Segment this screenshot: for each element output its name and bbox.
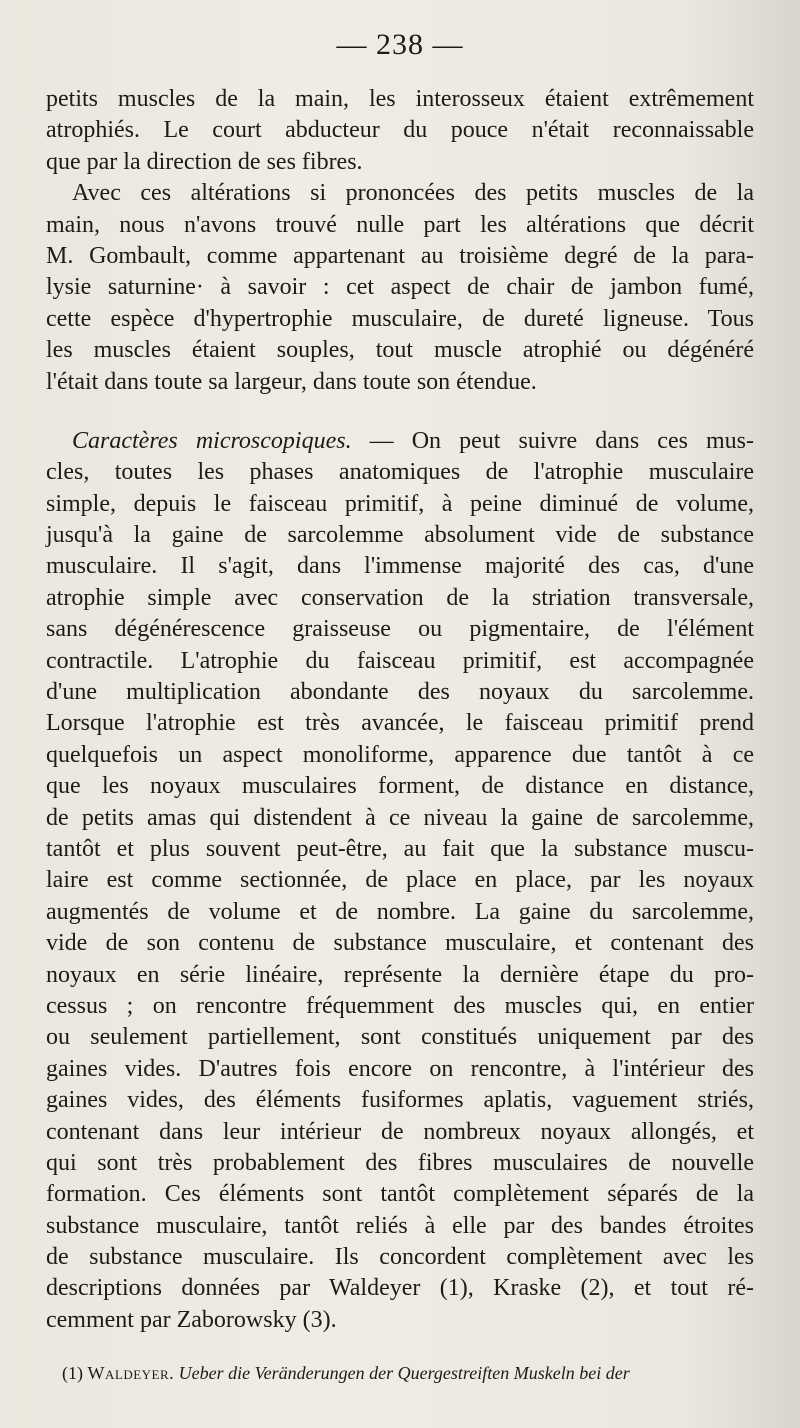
section-heading: Caractères microscopiques. bbox=[72, 427, 352, 454]
text-line: gaines vides. D'autres fois encore on rencontre, à l'intérieur des bbox=[46, 1055, 754, 1082]
text-line: atrophiés. Le court abducteur du pouce n'était reconnaissable bbox=[46, 117, 754, 144]
text-line: descriptions données par Waldeyer (1), Kraske (2), et tout ré- bbox=[46, 1275, 754, 1302]
text-line: lysie saturnine· à savoir : cet aspect de chair de jambon fumé, bbox=[46, 274, 754, 301]
footnote bbox=[62, 1361, 754, 1385]
text-line: tantôt et plus souvent peut-être, au fait que la substance muscu- bbox=[46, 835, 754, 862]
text-line: les muscles étaient souples, tout muscle atrophié ou dégénéré bbox=[46, 337, 754, 364]
text-line: Lorsque l'atrophie est très avancée, le faisceau primitif prend bbox=[46, 710, 754, 737]
text-line: quelquefois un aspect monoliforme, apparence due tantôt à ce bbox=[46, 741, 754, 768]
text-line: qui sont très probablement des fibres musculaires de nouvelle bbox=[46, 1149, 754, 1176]
paragraph-1 bbox=[46, 84, 754, 178]
text-line: main, nous n'avons trouvé nulle part les altérations que décrit bbox=[46, 211, 754, 238]
text-line: atrophie simple avec conservation de la striation transversale, bbox=[46, 584, 754, 611]
text-line: gaines vides, des éléments fusiformes aplatis, vaguement striés, bbox=[46, 1087, 754, 1114]
text-line: M. Gombault, comme appartenant au troisième degré de la para- bbox=[46, 242, 754, 269]
text-line: cessus ; on rencontre fréquemment des muscles qui, en entier bbox=[46, 992, 754, 1019]
text-line: musculaire. Il s'agit, dans l'immense majorité des cas, d'une bbox=[46, 553, 754, 580]
text-line: augmentés de volume et de nombre. La gaine du sarcolemme, bbox=[46, 898, 754, 925]
text-line: noyaux en série linéaire, représente la dernière étape du pro- bbox=[46, 961, 754, 988]
text-line: que par la direction de ses fibres. bbox=[46, 148, 363, 175]
text-line: substance musculaire, tantôt reliés à elle par des bandes étroites bbox=[46, 1212, 754, 1239]
text-line: de petits amas qui distendent à ce niveau la gaine de sarcolemme, bbox=[46, 804, 754, 831]
text-line: jusqu'à la gaine de sarcolemme absolument vide de substance bbox=[46, 522, 754, 549]
text-line: cemment par Zaborowsky (3). bbox=[46, 1306, 337, 1333]
text-line: sans dégénérescence graisseuse ou pigmentaire, de l'élément bbox=[46, 616, 754, 643]
paragraph-2 bbox=[46, 178, 754, 398]
footnote-marker: (1) bbox=[62, 1363, 83, 1383]
text-line: Avec ces altérations si prononcées des petits muscles de la bbox=[72, 180, 754, 207]
text-line: contenant dans leur intérieur de nombreux noyaux allongés, et bbox=[46, 1118, 754, 1145]
footnote-title: Ueber die Veränderungen der Quergestreiften Muskeln bei der bbox=[178, 1363, 630, 1383]
page-number: — 238 — bbox=[336, 28, 464, 61]
text-line: l'était dans toute sa largeur, dans toute son étendue. bbox=[46, 368, 537, 395]
body-text bbox=[46, 84, 754, 1336]
text-line: vide de son contenu de substance musculaire, et contenant des bbox=[46, 930, 754, 957]
text-line: laire est comme sectionnée, de place en place, par les noyaux bbox=[46, 867, 754, 894]
paragraph-gap bbox=[46, 398, 754, 426]
text-line: petits muscles de la main, les interosseux étaient extrêmement bbox=[46, 86, 754, 112]
text-line: ou seulement partiellement, sont constitués uniquement par des bbox=[46, 1024, 754, 1051]
text-line: de substance musculaire. Ils concordent complètement avec les bbox=[46, 1244, 754, 1271]
text-line: d'une multiplication abondante des noyaux du sarcolemme. bbox=[46, 679, 754, 706]
text-line: cles, toutes les phases anatomiques de l'atrophie musculaire bbox=[46, 459, 754, 486]
text-line: que les noyaux musculaires forment, de distance en distance, bbox=[46, 773, 754, 800]
text-line bbox=[46, 426, 754, 457]
text-line: cette espèce d'hypertrophie musculaire, de dureté ligneuse. Tous bbox=[46, 305, 754, 332]
text-line: simple, depuis le faisceau primitif, à peine diminué de volume, bbox=[46, 490, 754, 517]
text-line: formation. Ces éléments sont tantôt complètement séparés de la bbox=[46, 1181, 754, 1208]
paragraph-3 bbox=[46, 426, 754, 1336]
text-line: contractile. L'atrophie du faisceau primitif, est accompagnée bbox=[46, 647, 754, 674]
footnote-author: Waldeyer. bbox=[87, 1363, 175, 1383]
heading-line-rest: — On peut suivre dans ces mus- bbox=[351, 427, 754, 454]
